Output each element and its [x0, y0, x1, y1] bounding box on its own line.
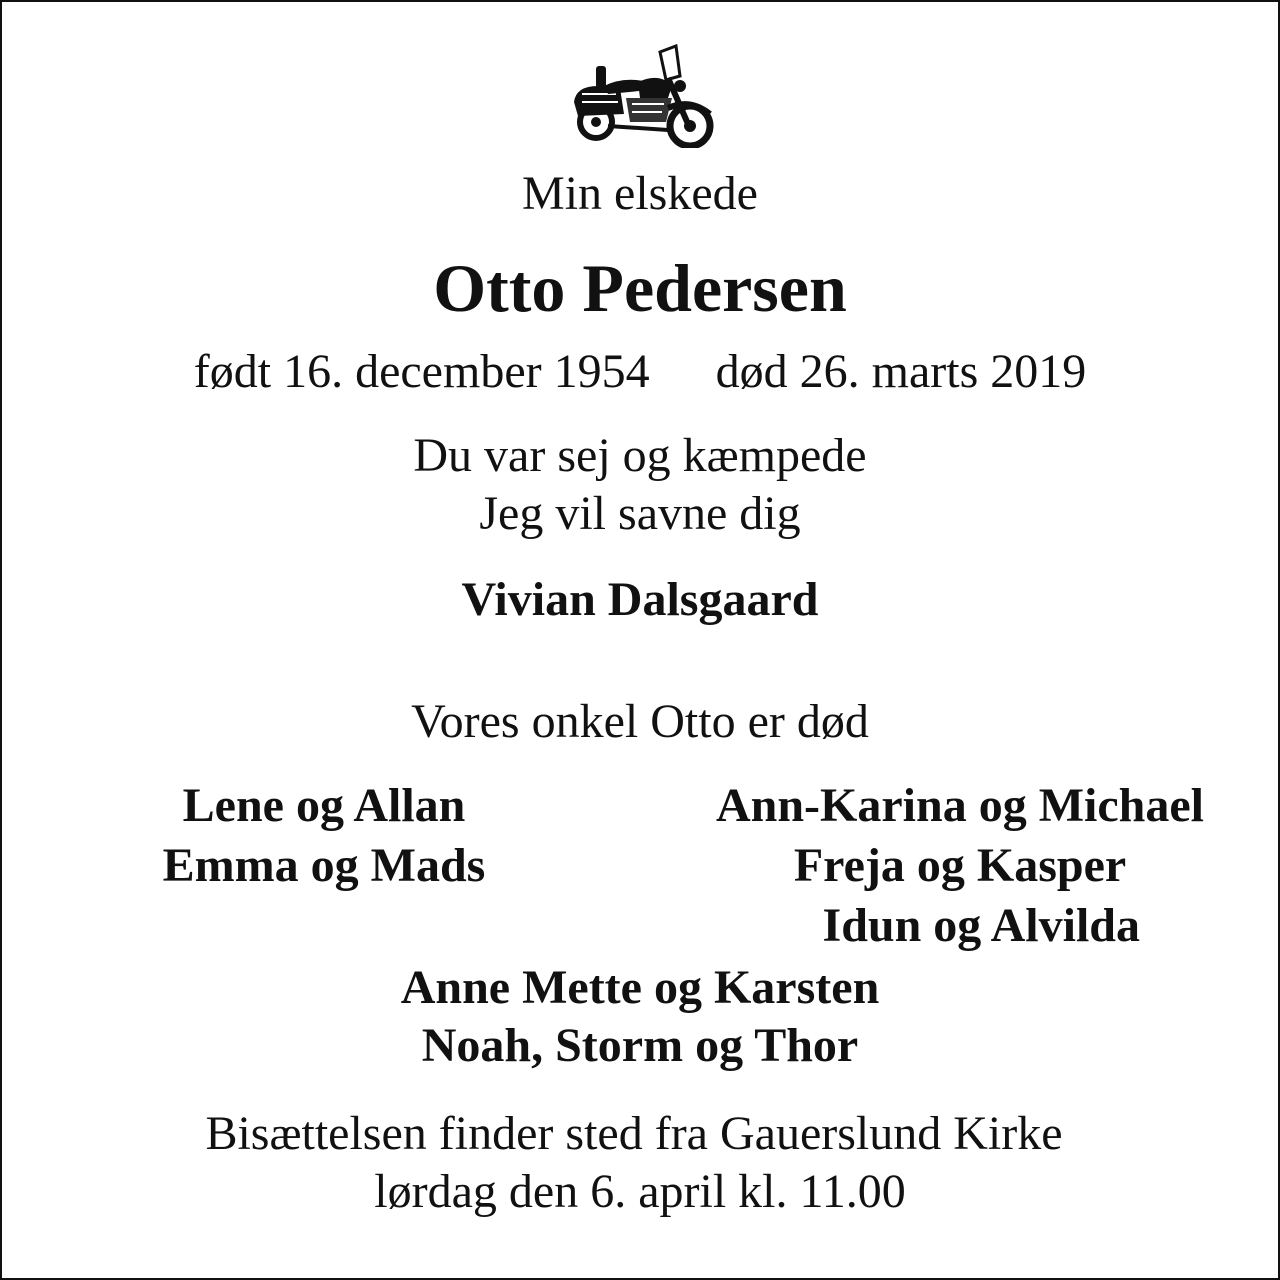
life-dates — [2, 345, 1278, 398]
family-right-3: Idun og Alvilda — [822, 899, 1140, 952]
family-left-2: Emma og Mads — [162, 839, 486, 892]
deceased-name: Otto Pedersen — [433, 250, 847, 326]
signer-primary: Vivian Dalsgaard — [461, 573, 819, 626]
family-left-1: Lene og Allan — [182, 779, 466, 832]
family-right-2: Freja og Kasper — [793, 839, 1127, 892]
funeral-line-2: lørdag den 6. april kl. 11.00 — [374, 1165, 906, 1218]
funeral-line-1: Bisættelsen finder sted fra Gauerslund Kirke — [205, 1107, 1063, 1160]
intro-text: Min elskede — [522, 167, 758, 220]
verse-line-1: Du var sej og kæmpede — [413, 429, 867, 482]
death-date: død 26. marts 2019 — [715, 345, 1087, 398]
family-center-1: Anne Mette og Karsten — [400, 961, 880, 1014]
verse-line-2: Jeg vil savne dig — [479, 487, 801, 540]
family-right-1: Ann-Karina og Michael — [716, 779, 1204, 832]
second-notice-intro: Vores onkel Otto er død — [411, 695, 869, 748]
family-center-2: Noah, Storm og Thor — [421, 1019, 859, 1072]
motorcycle-icon — [568, 42, 716, 148]
birth-date: født 16. december 1954 — [193, 345, 650, 398]
